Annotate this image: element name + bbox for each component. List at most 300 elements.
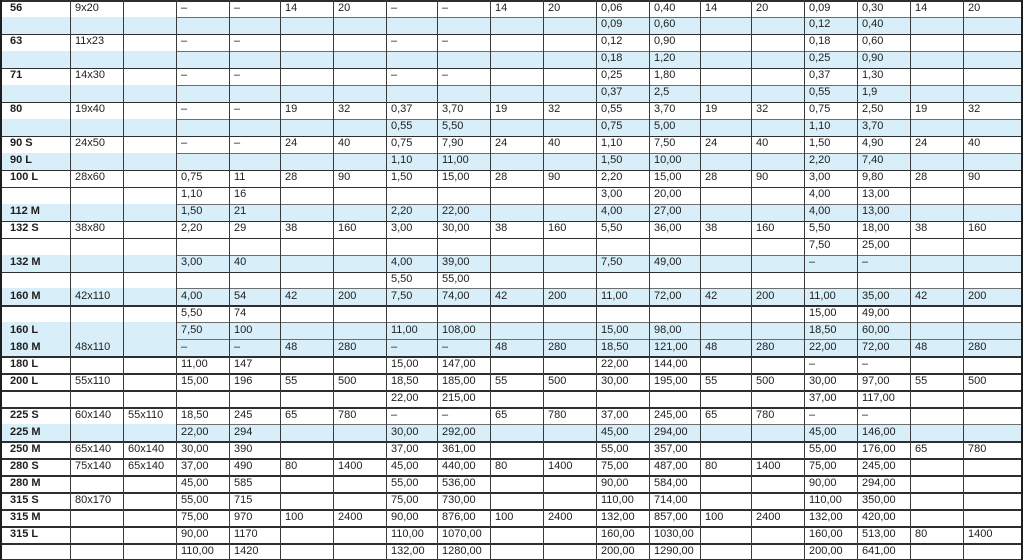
value-cell: – xyxy=(234,35,241,48)
value-cell: 350,00 xyxy=(862,493,896,506)
value-cell: – xyxy=(862,256,869,269)
value-cell: 1,50 xyxy=(809,137,831,150)
value-cell: 15,00 xyxy=(809,306,837,319)
value-cell: 361,00 xyxy=(442,442,476,455)
column-divider xyxy=(857,0,858,560)
column-divider xyxy=(229,0,230,560)
shaft-dim-cell: 48x110 xyxy=(75,340,111,353)
row-divider xyxy=(176,119,1021,120)
shaft-dim-cell: 55x110 xyxy=(75,374,111,387)
value-cell: 132,00 xyxy=(391,544,425,557)
value-cell: 500 xyxy=(548,374,567,387)
value-cell: – xyxy=(862,357,869,370)
value-cell: 108,00 xyxy=(442,323,476,336)
value-cell: 0,37 xyxy=(809,69,831,82)
motor-size-cell: 315 S xyxy=(10,493,39,506)
motor-size-cell: 63 xyxy=(10,35,23,48)
motor-size-cell: 56 xyxy=(10,1,23,14)
value-cell: 55,00 xyxy=(442,273,470,285)
value-cell: 0,40 xyxy=(654,1,676,14)
row-divider xyxy=(176,288,1021,289)
value-cell: 144,00 xyxy=(654,357,688,370)
shaft-dim-cell: 60x140 xyxy=(75,408,112,421)
value-cell: 55,00 xyxy=(601,442,629,455)
column-divider xyxy=(543,0,544,560)
row-divider xyxy=(176,322,1021,323)
value-cell: 0,12 xyxy=(601,35,623,48)
value-cell: 42 xyxy=(495,289,508,302)
value-cell: 0,75 xyxy=(809,103,831,116)
value-cell: 1170 xyxy=(234,527,258,540)
value-cell: 215,00 xyxy=(442,391,476,404)
value-cell: – xyxy=(862,408,869,421)
value-cell: 2,20 xyxy=(181,222,203,235)
shaft-dim-cell: 60x140 xyxy=(128,442,165,455)
value-cell: 1,9 xyxy=(862,86,878,99)
value-cell: 0,37 xyxy=(601,86,623,99)
value-cell: 39,00 xyxy=(442,256,470,269)
value-cell: 390 xyxy=(234,442,253,455)
value-cell: 14 xyxy=(705,1,718,14)
value-cell: 11,00 xyxy=(601,289,628,302)
value-cell: 7,50 xyxy=(181,323,203,336)
value-cell: 780 xyxy=(968,442,987,455)
value-cell: 49,00 xyxy=(654,256,682,269)
column-divider xyxy=(490,0,491,560)
column-divider xyxy=(70,0,71,560)
value-cell: 1,30 xyxy=(862,69,884,82)
value-cell: – xyxy=(181,1,188,14)
value-cell: 280 xyxy=(338,340,357,353)
value-cell: 74,00 xyxy=(442,289,470,302)
value-cell: 200,00 xyxy=(601,544,635,557)
value-cell: 0,75 xyxy=(181,171,203,184)
value-cell: 90 xyxy=(548,171,561,184)
value-cell: 0,30 xyxy=(862,1,884,14)
value-cell: 1,10 xyxy=(181,188,203,201)
value-cell: 1280,00 xyxy=(442,544,482,557)
value-cell: – xyxy=(234,103,241,116)
value-cell: 90 xyxy=(338,171,351,184)
value-cell: 65 xyxy=(285,408,298,421)
value-cell: 22,00 xyxy=(391,391,419,404)
row-divider xyxy=(176,204,1021,205)
row-divider xyxy=(176,339,1021,340)
value-cell: 49,00 xyxy=(862,306,890,319)
shaft-dim-cell: 11x23 xyxy=(75,35,105,48)
value-cell: 715 xyxy=(234,493,253,506)
shaft-dim-cell: 9x20 xyxy=(75,1,99,14)
value-cell: 30,00 xyxy=(442,222,470,235)
value-cell: 500 xyxy=(756,374,775,387)
value-cell: 32 xyxy=(756,103,769,116)
value-cell: 200 xyxy=(756,289,775,302)
value-cell: 196 xyxy=(234,374,253,387)
band-divider xyxy=(0,356,1023,358)
motor-size-cell: 315 L xyxy=(10,527,39,540)
shaft-dim-cell: 65x140 xyxy=(128,459,165,472)
value-cell: 160 xyxy=(756,222,775,235)
value-cell: 55 xyxy=(705,374,718,387)
value-cell: 42 xyxy=(285,289,298,302)
value-cell: 280 xyxy=(548,340,567,353)
value-cell: 0,55 xyxy=(809,86,831,99)
value-cell: 294 xyxy=(234,425,253,438)
motor-size-cell: 71 xyxy=(10,69,23,82)
motor-size-cell: 132 S xyxy=(10,222,39,235)
value-cell: 490 xyxy=(234,459,253,472)
value-cell: 28 xyxy=(285,171,298,184)
value-cell: 176,00 xyxy=(862,442,896,455)
value-cell: 45,00 xyxy=(601,425,629,438)
value-cell: 30,00 xyxy=(809,374,837,387)
value-cell: 20 xyxy=(968,1,981,14)
value-cell: 110,00 xyxy=(809,493,842,506)
value-cell: 75,00 xyxy=(601,459,629,472)
motor-size-cell: 160 L xyxy=(10,323,39,336)
value-cell: 32 xyxy=(338,103,351,116)
value-cell: 48 xyxy=(495,340,508,353)
value-cell: 1,50 xyxy=(391,171,413,184)
value-cell: 40 xyxy=(338,137,351,150)
value-cell: 42 xyxy=(705,289,718,302)
value-cell: – xyxy=(809,357,816,370)
value-cell: 294,00 xyxy=(862,476,896,489)
value-cell: 585 xyxy=(234,476,253,489)
value-cell: – xyxy=(391,408,398,421)
value-cell: 0,18 xyxy=(809,35,831,48)
value-cell: 7,50 xyxy=(654,137,676,150)
value-cell: 100 xyxy=(285,510,304,523)
value-cell: 0,25 xyxy=(809,52,831,65)
value-cell: 38 xyxy=(285,222,298,235)
value-cell: 280 xyxy=(756,340,775,353)
value-cell: 11 xyxy=(234,171,246,184)
column-divider xyxy=(963,0,964,560)
value-cell: 292,00 xyxy=(442,425,476,438)
column-divider xyxy=(596,0,597,560)
value-cell: 200 xyxy=(338,289,357,302)
value-cell: 4,00 xyxy=(601,205,623,218)
value-cell: 1,10 xyxy=(391,154,413,167)
value-cell: 1420 xyxy=(234,544,259,557)
value-cell: 200 xyxy=(968,289,987,302)
value-cell: 75,00 xyxy=(391,493,419,506)
shaft-dim-cell: 14x30 xyxy=(75,69,105,82)
value-cell: 22,00 xyxy=(442,205,470,218)
value-cell: 24 xyxy=(705,137,718,150)
value-cell: 55,00 xyxy=(809,442,837,455)
value-cell: 16 xyxy=(234,188,247,201)
value-cell: 28 xyxy=(915,171,928,184)
band-first-row xyxy=(0,272,1023,289)
value-cell: 160 xyxy=(968,222,987,235)
value-cell: 780 xyxy=(548,408,567,421)
value-cell: 80 xyxy=(285,459,298,472)
motor-size-cell: 180 L xyxy=(10,357,39,370)
value-cell: 0,55 xyxy=(601,103,623,116)
value-cell: 15,00 xyxy=(391,357,419,370)
value-cell: 28 xyxy=(705,171,718,184)
value-cell: – xyxy=(391,35,398,48)
value-cell: 48 xyxy=(285,340,298,353)
shaft-dim-cell: 75x140 xyxy=(75,459,112,472)
value-cell: 132,00 xyxy=(601,510,635,523)
value-cell: 45,00 xyxy=(391,459,419,472)
value-cell: 40 xyxy=(968,137,981,150)
value-cell: 117,00 xyxy=(862,391,895,404)
motor-size-cell: 280 M xyxy=(10,476,41,489)
value-cell: 13,00 xyxy=(862,205,890,218)
value-cell: 24 xyxy=(495,137,508,150)
value-cell: 0,12 xyxy=(809,18,831,31)
value-cell: – xyxy=(442,408,449,421)
value-cell: 100 xyxy=(234,323,253,336)
value-cell: 7,50 xyxy=(391,289,413,302)
value-cell: – xyxy=(234,69,241,82)
motor-size-cell: 180 M xyxy=(10,340,41,353)
value-cell: 780 xyxy=(338,408,357,421)
value-cell: – xyxy=(442,69,449,82)
row-divider xyxy=(176,51,1021,52)
value-cell: 37,00 xyxy=(181,459,209,472)
column-divider xyxy=(386,0,387,560)
shaft-dim-cell: 42x110 xyxy=(75,289,111,302)
value-cell: 90,00 xyxy=(809,476,837,489)
value-cell: 0,75 xyxy=(391,137,413,150)
value-cell: 100 xyxy=(705,510,724,523)
value-cell: 11,00 xyxy=(442,154,469,167)
value-cell: 500 xyxy=(968,374,987,387)
value-cell: 40 xyxy=(756,137,769,150)
motor-size-cell: 315 M xyxy=(10,510,41,523)
value-cell: 55 xyxy=(285,374,298,387)
value-cell: 280 xyxy=(968,340,987,353)
row-divider xyxy=(176,85,1021,86)
value-cell: – xyxy=(181,137,188,150)
value-cell: 3,70 xyxy=(442,103,464,116)
value-cell: 4,00 xyxy=(809,205,831,218)
value-cell: 19 xyxy=(495,103,508,116)
value-cell: 72,00 xyxy=(654,289,682,302)
value-cell: 19 xyxy=(915,103,928,116)
value-cell: 4,00 xyxy=(391,256,413,269)
column-divider xyxy=(700,0,701,560)
value-cell: 110,00 xyxy=(601,493,634,506)
column-divider xyxy=(280,0,281,560)
value-cell: 21 xyxy=(234,205,247,218)
value-cell: 20,00 xyxy=(654,188,682,201)
shaft-dim-cell: 24x50 xyxy=(75,137,105,150)
value-cell: 74 xyxy=(234,306,247,319)
value-cell: – xyxy=(234,137,241,150)
band-sub-rows xyxy=(0,255,1023,272)
value-cell: 24 xyxy=(285,137,298,150)
value-cell: 110,00 xyxy=(391,527,424,540)
value-cell: 5,50 xyxy=(391,273,413,285)
value-cell: 0,18 xyxy=(601,52,623,65)
value-cell: 38 xyxy=(705,222,718,235)
value-cell: 48 xyxy=(915,340,928,353)
value-cell: 30,00 xyxy=(601,374,629,387)
value-cell: 30,00 xyxy=(391,425,419,438)
value-cell: 55,00 xyxy=(391,476,419,489)
value-cell: 195,00 xyxy=(654,374,688,387)
value-cell: 11,00 xyxy=(181,357,208,370)
value-cell: 2,20 xyxy=(601,171,623,184)
value-cell: 487,00 xyxy=(654,459,688,472)
value-cell: 22,00 xyxy=(809,340,837,353)
value-cell: – xyxy=(391,69,398,82)
value-cell: 98,00 xyxy=(654,323,682,336)
value-cell: 13,00 xyxy=(862,188,890,201)
value-cell: 97,00 xyxy=(862,374,890,387)
value-cell: 90,00 xyxy=(181,527,209,540)
value-cell: 5,50 xyxy=(442,120,464,133)
value-cell: 780 xyxy=(756,408,775,421)
value-cell: 146,00 xyxy=(862,425,896,438)
value-cell: 40 xyxy=(234,256,247,269)
value-cell: 20 xyxy=(338,1,351,14)
value-cell: 55 xyxy=(915,374,928,387)
value-cell: 0,60 xyxy=(862,35,884,48)
value-cell: 35,00 xyxy=(862,289,890,302)
value-cell: 1070,00 xyxy=(442,527,482,540)
value-cell: 1,10 xyxy=(601,137,623,150)
value-cell: – xyxy=(181,35,188,48)
value-cell: 200,00 xyxy=(809,544,843,557)
value-cell: 18,50 xyxy=(391,374,419,387)
value-cell: – xyxy=(442,1,449,14)
value-cell: – xyxy=(234,340,241,353)
value-cell: 121,00 xyxy=(654,340,688,353)
value-cell: 536,00 xyxy=(442,476,476,489)
value-cell: 80 xyxy=(915,527,928,540)
value-cell: 1,50 xyxy=(601,154,623,167)
value-cell: 20 xyxy=(756,1,769,14)
value-cell: 1400 xyxy=(756,459,781,472)
value-cell: 160 xyxy=(338,222,357,235)
value-cell: 11,00 xyxy=(391,323,418,336)
value-cell: 500 xyxy=(338,374,357,387)
value-cell: 18,50 xyxy=(809,323,837,336)
value-cell: 245,00 xyxy=(862,459,896,472)
value-cell: 1400 xyxy=(548,459,573,472)
value-cell: – xyxy=(181,340,188,353)
column-divider xyxy=(333,0,334,560)
value-cell: 65 xyxy=(705,408,718,421)
value-cell: 48 xyxy=(705,340,718,353)
value-cell: 876,00 xyxy=(442,510,476,523)
value-cell: 0,60 xyxy=(654,18,676,31)
value-cell: 1,20 xyxy=(654,52,676,65)
value-cell: 857,00 xyxy=(654,510,688,523)
value-cell: 160,00 xyxy=(809,527,843,540)
motor-size-cell: 200 L xyxy=(10,374,39,387)
value-cell: 641,00 xyxy=(862,544,896,557)
value-cell: 15,00 xyxy=(442,171,470,184)
value-cell: 65 xyxy=(915,442,928,455)
value-cell: 200 xyxy=(548,289,567,302)
value-cell: 7,50 xyxy=(809,239,831,252)
value-cell: – xyxy=(391,340,398,353)
value-cell: 1400 xyxy=(968,527,993,540)
column-divider xyxy=(910,0,911,560)
value-cell: 3,00 xyxy=(181,256,203,269)
motor-size-cell: 225 S xyxy=(10,408,39,421)
value-cell: 3,70 xyxy=(862,120,884,133)
value-cell: 36,00 xyxy=(654,222,682,235)
value-cell: 18,50 xyxy=(181,408,209,421)
value-cell: 24 xyxy=(915,137,928,150)
value-cell: 513,00 xyxy=(862,527,896,540)
value-cell: 1030,00 xyxy=(654,527,694,540)
value-cell: 714,00 xyxy=(654,493,688,506)
row-divider xyxy=(176,255,1021,256)
value-cell: 60,00 xyxy=(862,323,890,336)
value-cell: 29 xyxy=(234,222,247,235)
value-cell: 2400 xyxy=(756,510,781,523)
motor-size-cell: 132 M xyxy=(10,256,41,269)
value-cell: 3,00 xyxy=(391,222,413,235)
value-cell: 27,00 xyxy=(654,205,682,218)
value-cell: 2,50 xyxy=(862,103,884,116)
value-cell: 37,00 xyxy=(391,442,419,455)
value-cell: 1,80 xyxy=(654,69,676,82)
shaft-dim-cell: 38x80 xyxy=(75,222,105,235)
value-cell: 147 xyxy=(234,357,253,370)
shaft-dim-cell: 28x60 xyxy=(75,171,105,184)
value-cell: 14 xyxy=(495,1,508,14)
value-cell: – xyxy=(234,1,241,14)
value-cell: 2,20 xyxy=(391,205,413,218)
value-cell: 185,00 xyxy=(442,374,476,387)
value-cell: – xyxy=(809,256,816,269)
column-divider xyxy=(123,0,124,560)
value-cell: 0,90 xyxy=(654,35,676,48)
value-cell: 37,00 xyxy=(809,391,837,404)
value-cell: 160,00 xyxy=(601,527,635,540)
value-cell: 45,00 xyxy=(809,425,837,438)
value-cell: 14 xyxy=(915,1,928,14)
band-divider xyxy=(0,272,1023,274)
column-divider xyxy=(751,0,752,560)
value-cell: – xyxy=(809,408,816,421)
value-cell: – xyxy=(442,35,449,48)
value-cell: 19 xyxy=(285,103,298,116)
value-cell: – xyxy=(181,69,188,82)
value-cell: 25,00 xyxy=(862,239,890,252)
value-cell: 0,06 xyxy=(601,1,623,14)
value-cell: 55 xyxy=(495,374,508,387)
value-cell: 440,00 xyxy=(442,459,476,472)
motor-size-cell: 90 S xyxy=(10,137,33,150)
column-divider xyxy=(176,0,177,560)
value-cell: 584,00 xyxy=(654,476,688,489)
value-cell: 160 xyxy=(548,222,567,235)
value-cell: 90 xyxy=(968,171,981,184)
shaft-dim-cell: 19x40 xyxy=(75,103,105,116)
value-cell: 2,20 xyxy=(809,154,831,167)
motor-size-cell: 225 M xyxy=(10,425,41,438)
value-cell: 65 xyxy=(495,408,508,421)
value-cell: 80 xyxy=(705,459,718,472)
value-cell: 9,80 xyxy=(862,171,884,184)
value-cell: 147,00 xyxy=(442,357,476,370)
column-divider xyxy=(804,0,805,560)
column-divider xyxy=(0,0,2,560)
value-cell: 20 xyxy=(548,1,561,14)
